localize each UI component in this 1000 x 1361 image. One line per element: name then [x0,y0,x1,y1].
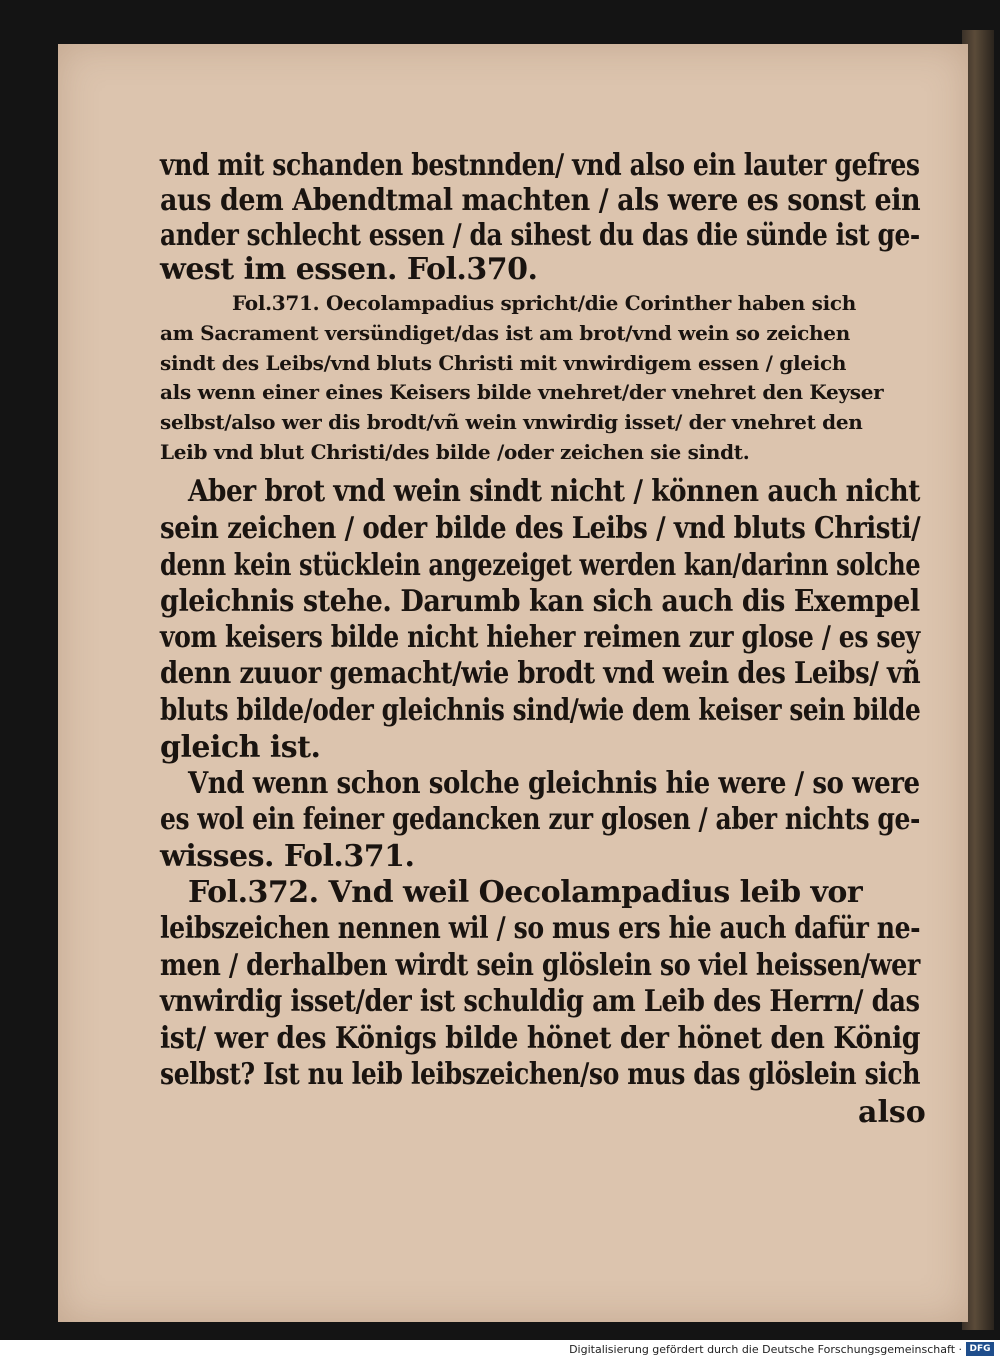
footer [0,1340,1000,1361]
text-line: denn zuuor gemacht/wie brodt vnd wein des Leibs/ vñ [160,656,921,691]
text-line: aus dem Abendtmal machten / als were es sonst ein [160,183,921,218]
text-line: Aber brot vnd wein sindt nicht / können auch nicht [188,474,920,509]
text-line: am Sacrament versündiget/das ist am brot/vnd wein so zeichen [160,321,850,345]
text-line: west im essen. Fol.370. [160,252,538,287]
text-line: men / derhalben wirdt sein glöslein so viel heissen/wer [160,948,920,983]
text-line: bluts bilde/oder gleichnis sind/wie dem keiser sein bilde [160,693,921,728]
text-line: Vnd wenn schon solche gleichnis hie were / so were [188,766,920,801]
footer-credit: Digitalisierung gefördert durch die Deutsche Forschungsgemeinschaft · [569,1343,962,1356]
text-line: ander schlecht essen / da sihest du das die sünde ist ge- [160,218,920,253]
text-line: selbst? Ist nu leib leibszeichen/so mus das glöslein sich [160,1057,921,1092]
text-line: leibszeichen nennen wil / so mus ers hie auch dafür ne- [160,911,921,946]
text-line: wisses. Fol.371. [160,839,415,874]
text-line: vom keisers bilde nicht hieher reimen zur glose / es sey [160,620,920,655]
text-line: als wenn einer eines Keisers bilde vnehret/der vnehret den Keyser [160,380,884,404]
text-line: selbst/also wer dis brodt/vñ wein vnwirdig isset/ der vnehret den [160,410,863,434]
text-line: gleich ist. [160,730,321,765]
text-line: Fol.372. Vnd weil Oecolampadius leib vor [188,875,863,910]
text-line: Fol.371. Oecolampadius spricht/die Corinther haben sich [232,291,856,315]
text-line: gleichnis stehe. Darumb kan sich auch dis Exempel [160,584,920,619]
dfg-logo: DFG [966,1342,994,1356]
text-line: sein zeichen / oder bilde des Leibs / vnd bluts Christi/ [160,511,921,546]
text-line: sindt des Leibs/vnd bluts Christi mit vnwirdigem essen / gleich [160,351,847,375]
text-line: denn kein stücklein angezeiget werden kan/darinn solche [160,548,921,583]
text-line: Leib vnd blut Christi/des bilde /oder zeichen sie sindt. [160,440,750,464]
text-line: vnd mit schanden bestnnden/ vnd also ein lauter gefres [160,148,920,183]
text-line: ist/ wer des Königs bilde hönet der hönet den König [160,1021,921,1056]
text-line: es wol ein feiner gedancken zur glosen / aber nichts ge- [160,802,920,837]
text-line: vnwirdig isset/der ist schuldig am Leib des Herrn/ das [160,984,920,1019]
catchword: also [858,1095,926,1130]
